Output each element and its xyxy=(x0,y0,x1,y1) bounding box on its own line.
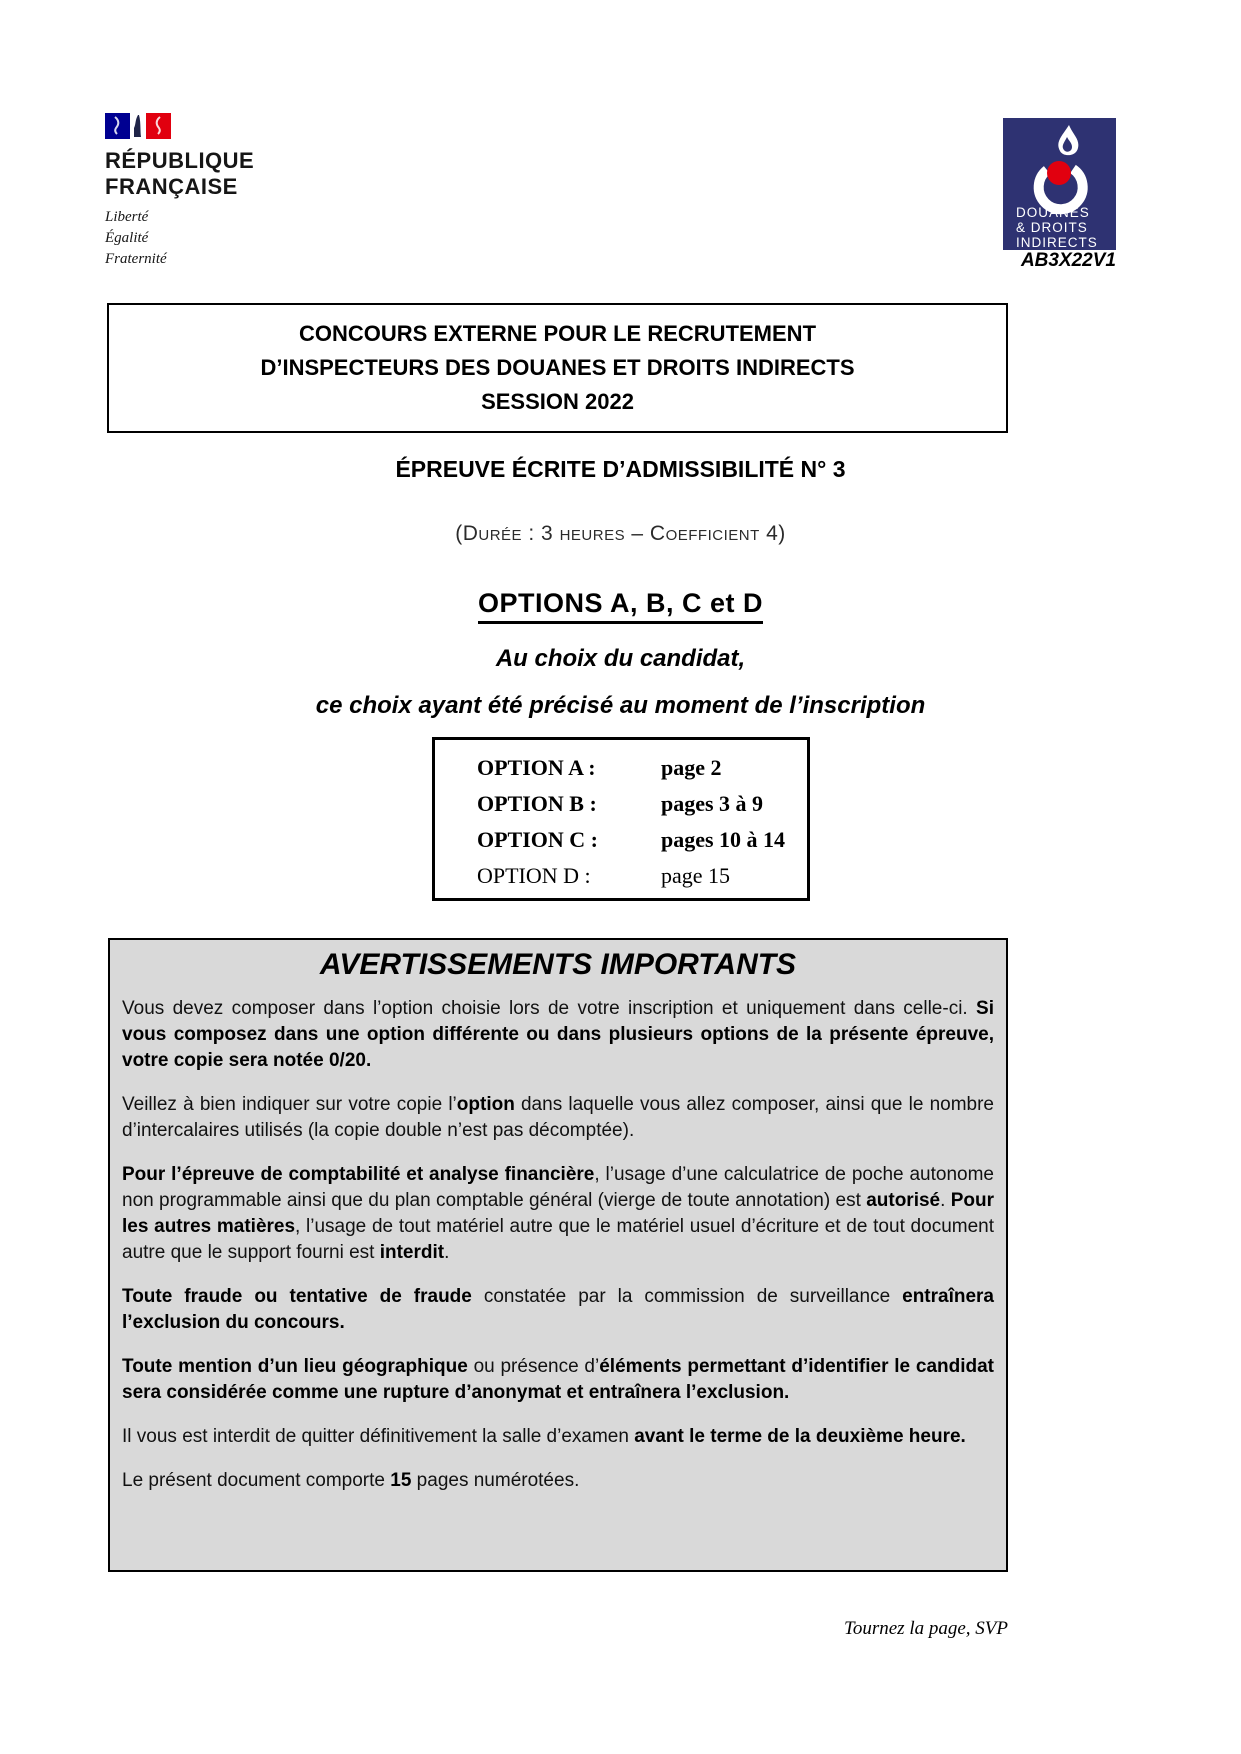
option-row-d xyxy=(435,858,807,894)
warning-paragraph-4: Toute fraude ou tentative de fraude constatée par la commission de surveillance entraînera l’exclusion du concours. xyxy=(122,1286,994,1333)
warning-paragraph-7: Le présent document comporte 15 pages numérotées. xyxy=(122,1470,580,1491)
option-a-pages: page 2 xyxy=(661,755,722,780)
warnings-title: AVERTISSEMENTS IMPORTANTS xyxy=(319,948,797,981)
options-subtitle-2: ce choix ayant été précisé au moment de l’inscription xyxy=(315,692,926,719)
option-b-label: OPTION B : xyxy=(477,791,597,816)
french-flag-icon xyxy=(105,113,171,139)
wordmark-line1: RÉPUBLIQUE xyxy=(105,148,255,173)
logo-text-line3: INDIRECTS xyxy=(1016,235,1098,250)
duration-line: (Durée : 3 heures – Coefficient 4) xyxy=(455,522,786,545)
options-heading-text: OPTIONS A, B, C et D xyxy=(478,588,763,624)
wordmark-line2: FRANÇAISE xyxy=(105,174,238,199)
republique-francaise-logo xyxy=(105,113,254,270)
option-row-a xyxy=(435,750,807,786)
option-row-c xyxy=(435,822,807,858)
option-a-label: OPTION A : xyxy=(477,755,596,780)
warning-paragraph-5: Toute mention d’un lieu géographique ou présence d’éléments permettant d’identifier le candidat sera considérée comme une rupture d’anonymat et entraînera l’exclusion. xyxy=(122,1356,994,1403)
motto xyxy=(105,207,254,270)
turn-page-note: Tournez la page, SVP xyxy=(844,1618,1008,1639)
title-line-2: D’INSPECTEURS DES DOUANES ET DROITS INDIRECTS xyxy=(260,355,855,380)
option-row-b xyxy=(435,786,807,822)
document-code: AB3X22V1 xyxy=(1020,250,1116,271)
warnings-box xyxy=(108,938,1008,1572)
logo-text-line2: & DROITS xyxy=(1016,220,1088,235)
douanes-logo xyxy=(1003,118,1116,250)
options-heading xyxy=(0,588,1241,624)
marianne-wordmark xyxy=(105,148,254,200)
warning-paragraph-2: Veillez à bien indiquer sur votre copie l’option dans laquelle vous allez composer, ainsi que le nombre d’intercalaires utilisés (la copie double n’est pas décomptée). xyxy=(122,1094,994,1141)
exam-heading: ÉPREUVE ÉCRITE D’ADMISSIBILITÉ N° 3 xyxy=(395,456,846,482)
motto-fraternite: Fraternité xyxy=(105,251,167,267)
motto-egalite: Égalité xyxy=(105,230,149,246)
title-line-3: SESSION 2022 xyxy=(481,389,634,414)
logo-text-line1: DOUANES xyxy=(1016,205,1090,220)
motto-liberte: Liberté xyxy=(105,209,149,225)
option-d-pages: page 15 xyxy=(661,863,731,888)
warning-paragraph-1: Vous devez composer dans l’option choisie lors de votre inscription et uniquement dans celle-ci. Si vous composez dans une option différente ou dans plusieurs options de la présente épreuve, votre copie sera notée 0/20. xyxy=(122,998,994,1071)
option-d-label: OPTION D : xyxy=(477,863,591,888)
option-c-pages: pages 10 à 14 xyxy=(661,827,786,852)
option-b-pages: pages 3 à 9 xyxy=(661,791,764,816)
options-table xyxy=(432,737,810,901)
title-line-1: CONCOURS EXTERNE POUR LE RECRUTEMENT xyxy=(298,321,817,346)
warning-paragraph-6: Il vous est interdit de quitter définitivement la salle d’examen avant le terme de la deuxième heure. xyxy=(122,1426,966,1447)
options-subtitle-1: Au choix du candidat, xyxy=(495,645,746,672)
warning-paragraph-3: Pour l’épreuve de comptabilité et analyse financière, l’usage d’une calculatrice de poche autonome non programmable ainsi que du plan comptable général (vierge de toute annotation) est autorisé. Pour les autres matières, l’usage de tout matériel autre que le matériel usuel d’écriture et de tout document autre que le support fourni est interdit. xyxy=(122,1164,994,1263)
option-c-label: OPTION C : xyxy=(477,827,598,852)
title-box xyxy=(107,303,1008,433)
